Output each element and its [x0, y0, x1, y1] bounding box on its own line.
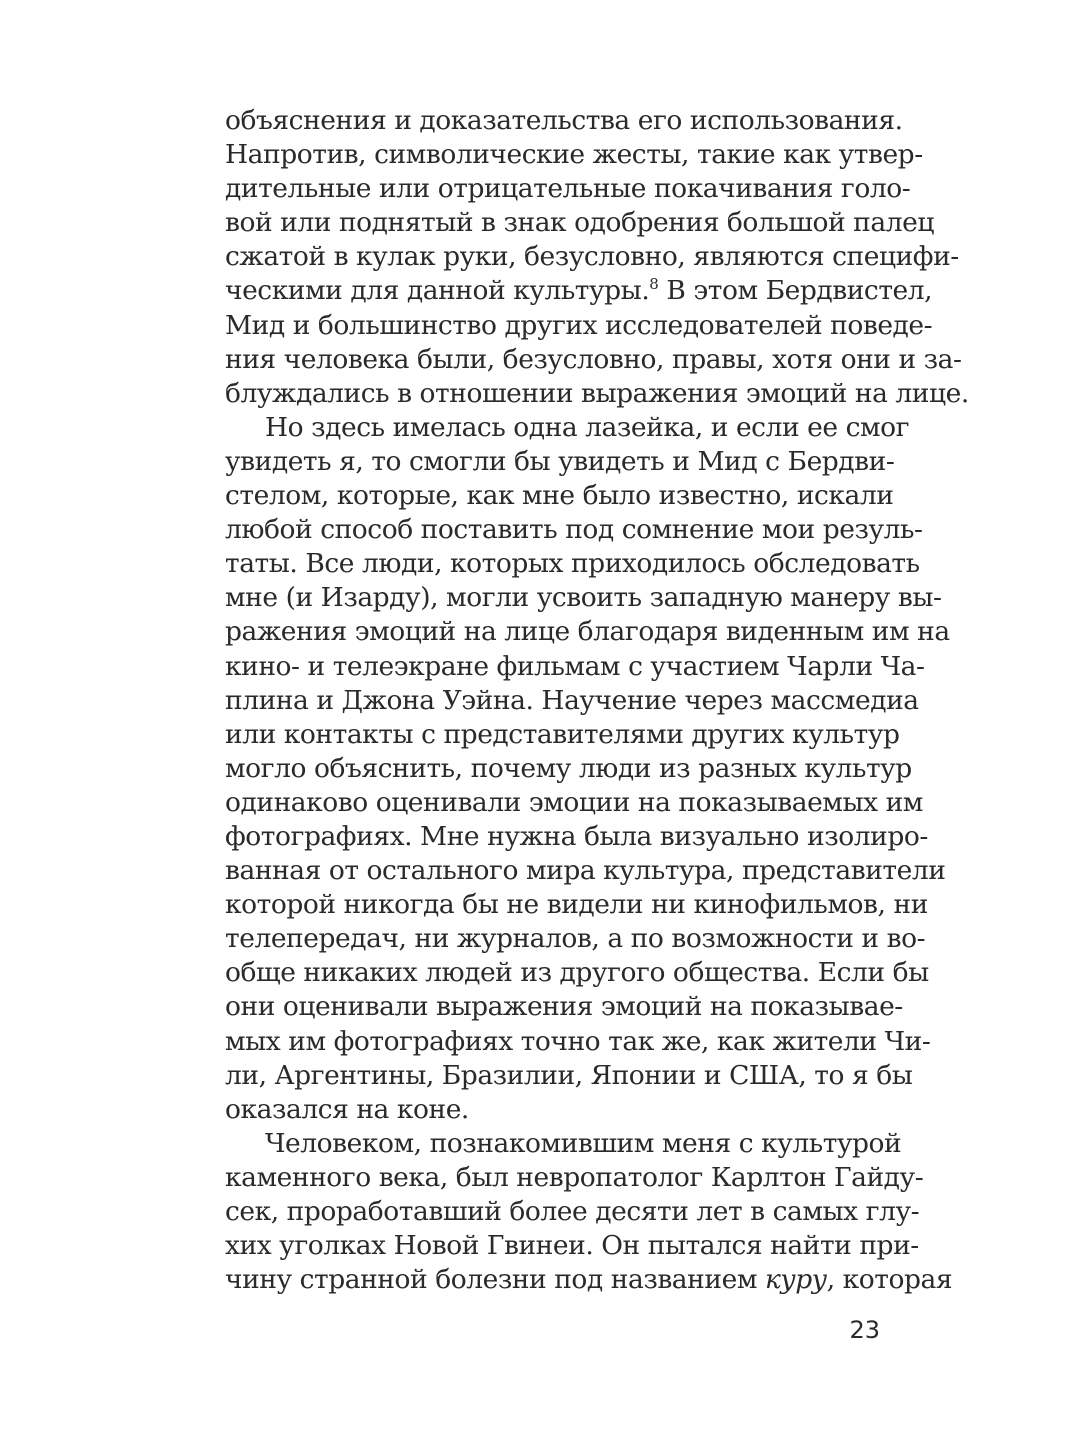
text-line: обще никаких людей из другого общества. Если бы: [225, 957, 929, 989]
text-line: мне (и Изарду), могли усвоить западную манеру вы-: [225, 582, 942, 614]
text-fragment: В этом Бердвистел,: [658, 275, 933, 307]
text-line: любой способ поставить под сомнение мои резуль-: [225, 514, 923, 546]
text-line: блуждались в отношении выражения эмоций на лице.: [225, 377, 969, 409]
text-line: сжатой в кулак руки, безусловно, являются специфи-: [225, 241, 959, 273]
text-line: дительные или отрицательные покачивания голо-: [225, 173, 911, 205]
text-line: каменного века, был невропатолог Карлтон Гайду-: [225, 1161, 924, 1193]
text-line: Мид и большинство других исследователей поведе-: [225, 309, 933, 341]
page-number: 23: [849, 1316, 880, 1344]
text-line: ражения эмоций на лице благодаря виденным им на: [225, 616, 950, 648]
footnote-marker: 8: [649, 275, 659, 294]
paragraph-first-line: Но здесь имелась одна лазейка, и если ее смог: [265, 411, 910, 443]
text-line: таты. Все люди, которых приходилось обследовать: [225, 548, 920, 580]
text-line: ванная от остального мира культура, представители: [225, 855, 946, 887]
text-line: хих уголках Новой Гвинеи. Он пытался найти при-: [225, 1230, 919, 1262]
text-line: одинаково оценивали эмоции на показываемых им: [225, 786, 923, 818]
text-line: фотографиях. Мне нужна была визуально изолиро-: [225, 820, 928, 852]
text-line: [225, 274, 933, 308]
text-line: или контакты с представителями других культур: [225, 718, 900, 750]
text-line: мых им фотографиях точно так же, как жители Чи-: [225, 1025, 931, 1057]
text-line: телепередач, ни журналов, а по возможности и во-: [225, 923, 926, 955]
text-line: оказался на коне.: [225, 1093, 469, 1125]
text-line: увидеть я, то смогли бы увидеть и Мид с Бердви-: [225, 445, 895, 477]
italic-term: куру: [764, 1264, 827, 1296]
paragraph-first-line: Человеком, познакомившим меня с культурой: [265, 1127, 902, 1159]
text-line: плина и Джона Уэйна. Научение через массмедиа: [225, 684, 919, 716]
text-line: кино- и телеэкране фильмам с участием Чарли Ча-: [225, 650, 925, 682]
text-line: объяснения и доказательства его использования.: [225, 105, 903, 136]
text-line: они оценивали выражения эмоций на показывае-: [225, 991, 903, 1023]
text-line: ния человека были, безусловно, правы, хотя они и за-: [225, 343, 962, 375]
text-line: стелом, которые, как мне было известно, искали: [225, 480, 894, 512]
text-line: Напротив, символические жесты, такие как утвер-: [225, 139, 923, 171]
text-line: могло объяснить, почему люди из разных культур: [225, 752, 912, 784]
text-line: сек, проработавший более десяти лет в самых глу-: [225, 1196, 920, 1227]
text-line: ли, Аргентины, Бразилии, Японии и США, то я бы: [225, 1059, 913, 1091]
text-line: вой или поднятый в знак одобрения большой палец: [225, 207, 934, 239]
text-line: которой никогда бы не видели ни кинофильмов, ни: [225, 889, 928, 921]
body-text: [225, 104, 969, 1297]
text-fragment: ческими для данной культуры.: [225, 275, 650, 307]
text-line: [225, 1263, 953, 1297]
text-fragment: чину странной болезни под названием: [225, 1264, 765, 1296]
text-fragment: , которая: [826, 1264, 953, 1296]
